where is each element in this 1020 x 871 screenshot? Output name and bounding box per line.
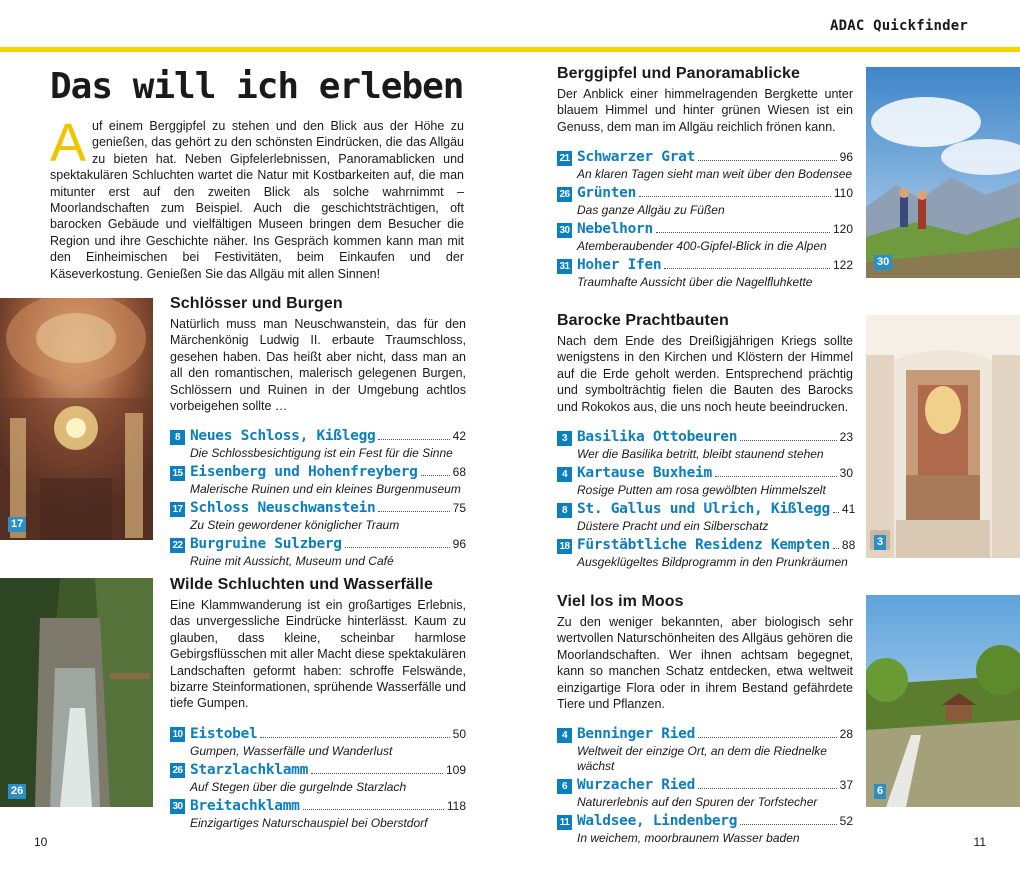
entry-title[interactable]: Basilika Ottobeuren bbox=[577, 429, 738, 446]
section-description: Nach dem Ende des Dreißigjährigen Kriegs sollte wenigstens in den Kirchen und Klöstern der Himmel auf die Erde geholt werden. Entsprechend prächtig und symbolträchtig fielen die Bauten des Barocks und Rokokos aus, die uns noch heute beeindrucken. bbox=[557, 334, 853, 414]
baroque-church-photo bbox=[866, 315, 1020, 558]
entry-page: 122 bbox=[832, 258, 853, 273]
leader-dots bbox=[740, 824, 836, 825]
entry-subtitle: Auf Stegen über die gurgelnde Starzlach bbox=[190, 779, 407, 794]
entry-waldsee[interactable] bbox=[557, 813, 853, 846]
entry-gruenten[interactable] bbox=[557, 185, 853, 218]
leader-dots bbox=[303, 809, 444, 810]
entry-number: 30 bbox=[170, 799, 185, 814]
entry-benninger-ried[interactable] bbox=[557, 726, 853, 774]
entry-number: 31 bbox=[557, 259, 572, 274]
entry-page: 30 bbox=[839, 466, 853, 481]
entry-title[interactable]: Benninger Ried bbox=[577, 726, 696, 743]
section-description: Eine Klammwanderung ist ein großartiges Erlebnis, das unvergessliche Eindrücke hinterlässt. Kaum zu glauben, dass kleine, scheinbar harmlose Gebirgsflüsschen mit aller Macht diese spektakulären Landschaften geformt haben: schroffe Felswände, bizarre Steinformationen, sprühende Wasserfälle und tiefe Gumpen. bbox=[170, 598, 466, 711]
entry-eisenberg[interactable] bbox=[170, 464, 466, 497]
entry-number: 17 bbox=[170, 502, 185, 517]
photo-number-badge: 17 bbox=[8, 517, 26, 532]
leader-dots bbox=[698, 160, 837, 161]
section-title: Wilde Schluchten und Wasserfälle bbox=[170, 576, 433, 593]
entry-subtitle: Düstere Pracht und ein Silberschatz bbox=[577, 519, 769, 534]
entry-subtitle: Atemberaubender 400-Gipfel-Blick in die Alpen bbox=[577, 239, 827, 254]
entry-hoher-ifen[interactable] bbox=[557, 257, 853, 290]
entry-subtitle: In weichem, moorbraunem Wasser baden bbox=[577, 831, 800, 846]
yellow-rule bbox=[0, 47, 1020, 52]
entry-page: 110 bbox=[833, 186, 853, 201]
entry-schwarzer-grat[interactable] bbox=[557, 149, 853, 182]
entry-number: 8 bbox=[170, 430, 185, 445]
leader-dots bbox=[698, 788, 837, 789]
entry-title[interactable]: Eisenberg und Hohenfreyberg bbox=[190, 464, 418, 481]
page-title: Das will ich erleben bbox=[50, 66, 464, 107]
entry-title[interactable]: Breitachklamm bbox=[190, 797, 300, 814]
entry-title[interactable]: Eistobel bbox=[190, 725, 258, 742]
intro-paragraph bbox=[50, 113, 464, 282]
entry-nebelhorn[interactable] bbox=[557, 221, 853, 254]
entry-neuschwanstein[interactable] bbox=[170, 500, 466, 533]
entry-page: 118 bbox=[446, 798, 466, 813]
section-schluchten bbox=[170, 576, 466, 834]
page-number-left: 10 bbox=[34, 835, 48, 849]
section-description: Der Anblick einer himmelragenden Bergkette unter blauem Himmel und hinter grünen Wiesen ist ein Genuss, dem man im Allgäu reichlich frönen kann. bbox=[557, 87, 853, 134]
entry-title[interactable]: Schwarzer Grat bbox=[577, 149, 696, 166]
entry-number: 26 bbox=[170, 763, 185, 778]
entry-page: 88 bbox=[841, 538, 856, 553]
entry-number: 10 bbox=[170, 727, 185, 742]
section-description: Zu den weniger bekannten, aber biologisch sehr wertvollen Naturschönheiten des Allgäus gehören die Moorlandschaften. Wer ihnen achtsam begegnet, kann so manchen Schatz entdecken, etwa weltweit einzigartige Flora oder in ihrem Bestand gefährdete Tiere und Pflanzen. bbox=[557, 615, 853, 712]
entry-title[interactable]: Starzlachklamm bbox=[190, 761, 309, 778]
entry-number: 3 bbox=[557, 431, 572, 446]
entry-subtitle: Malerische Ruinen und ein kleines Burgenmuseum bbox=[190, 482, 461, 497]
leader-dots bbox=[740, 440, 836, 441]
entry-page: 96 bbox=[452, 537, 466, 552]
entry-title[interactable]: Nebelhorn bbox=[577, 221, 653, 238]
leader-dots bbox=[378, 511, 449, 512]
entry-subtitle: Das ganze Allgäu zu Füßen bbox=[577, 203, 725, 218]
section-title: Berggipfel und Panoramablicke bbox=[557, 65, 800, 82]
section-berggipfel bbox=[557, 65, 853, 293]
entry-subtitle: Traumhafte Aussicht über die Nagelfluhkette bbox=[577, 275, 813, 290]
entry-page: 23 bbox=[839, 430, 853, 445]
entry-subtitle: Ruine mit Aussicht, Museum und Café bbox=[190, 554, 394, 569]
entry-page: 109 bbox=[445, 762, 466, 777]
header-label: ADAC Quickfinder bbox=[829, 18, 968, 34]
leader-dots bbox=[639, 196, 831, 197]
entry-subtitle: Rosige Putten am rosa gewölbten Himmelszelt bbox=[577, 483, 826, 498]
entry-subtitle: Die Schlossbesichtigung ist ein Fest für die Sinne bbox=[190, 446, 453, 461]
section-description: Natürlich muss man Neuschwanstein, das für den Märchenkönig Ludwig II. erbaute Traumschloss, gesehen haben. Das heißt aber nicht, dass man an all den romantischen, malerisch gelegenen Burgen, Schlössern und Ruinen in der Umgebung achtlos vorbeigehen sollte … bbox=[170, 317, 466, 414]
entry-number: 22 bbox=[170, 538, 185, 553]
entry-ottobeuren[interactable] bbox=[557, 429, 853, 462]
entry-page: 75 bbox=[452, 501, 466, 516]
entry-page: 120 bbox=[832, 222, 853, 237]
dropcap: A bbox=[50, 113, 87, 173]
entry-title[interactable]: Grünten bbox=[577, 185, 637, 202]
entry-number: 18 bbox=[557, 539, 572, 554]
entry-number: 15 bbox=[170, 466, 185, 481]
section-title: Barocke Prachtbauten bbox=[557, 312, 729, 329]
moor-photo bbox=[866, 595, 1020, 807]
entry-number: 4 bbox=[557, 728, 572, 743]
entry-number: 4 bbox=[557, 467, 572, 482]
section-title: Schlösser und Burgen bbox=[170, 295, 343, 312]
page-number-right: 11 bbox=[973, 835, 986, 849]
section-title: Viel los im Moos bbox=[557, 593, 684, 610]
entry-subtitle: Wer die Basilika betritt, bleibt staunend stehen bbox=[577, 447, 824, 462]
entry-page: 52 bbox=[839, 814, 853, 829]
entry-page: 41 bbox=[841, 502, 856, 517]
entry-starzlachklamm[interactable] bbox=[170, 762, 466, 795]
entry-title[interactable]: Hoher Ifen bbox=[577, 257, 662, 274]
entry-eistobel[interactable] bbox=[170, 726, 466, 759]
entry-subtitle: Zu Stein gewordener königlicher Traum bbox=[190, 518, 400, 533]
leader-dots bbox=[421, 475, 450, 476]
intro-text: uf einem Berggipfel zu stehen und den Blick aus der Höhe zu genießen, das gehört zu den schönsten Eindrücken, die das Allgäu zu bieten hat. Neben Gipfelerlebnissen, Panoramablicken und spektakulären Schluchten wartet die Natur mit Kostbarkeiten auf, die man mitunter erst auf den zweiten Blick als solche wahrnimmt – Moorlandschaften zum Beispiel. Auch die geschichtsträchtigen, oft barocken Gebäude und vielfältigen Museen bringen dem Besucher die Region und ihre Geschichte näher. Ins Gespräch kommen kann man mit den Einheimischen bei Festivitäten, beim Einkaufen und der Käseverkostung. Genießen Sie das Allgäu mit allen Sinnen! bbox=[50, 119, 464, 281]
entry-st-gallus[interactable] bbox=[557, 501, 856, 534]
entry-page: 37 bbox=[839, 778, 853, 793]
entry-wurzacher-ried[interactable] bbox=[557, 777, 853, 810]
entry-residenz-kempten[interactable] bbox=[557, 537, 856, 570]
photo-number-badge: 3 bbox=[874, 535, 886, 550]
entry-title[interactable]: Wurzacher Ried bbox=[577, 777, 696, 794]
section-barock bbox=[557, 312, 856, 573]
entry-buxheim[interactable] bbox=[557, 465, 853, 498]
leader-dots bbox=[698, 737, 837, 738]
entry-page: 28 bbox=[839, 727, 853, 742]
entry-number: 8 bbox=[557, 503, 572, 518]
leader-dots bbox=[715, 476, 837, 477]
castle-interior-photo bbox=[0, 298, 153, 540]
entry-subtitle: Gumpen, Wasserfälle und Wanderlust bbox=[190, 743, 393, 758]
entry-page: 68 bbox=[452, 465, 466, 480]
entry-title[interactable]: St. Gallus und Ulrich, Kißlegg bbox=[577, 501, 830, 518]
photo-number-badge: 30 bbox=[874, 255, 892, 270]
gorge-photo bbox=[0, 578, 153, 807]
photo-number-badge: 6 bbox=[874, 784, 886, 799]
entry-sulzberg[interactable] bbox=[170, 536, 466, 569]
leader-dots bbox=[260, 737, 449, 738]
entry-neues-schloss[interactable] bbox=[170, 428, 466, 461]
entry-subtitle: Naturerlebnis auf den Spuren der Torfstecher bbox=[577, 795, 818, 810]
entry-title[interactable]: Burgruine Sulzberg bbox=[190, 536, 342, 553]
entry-page: 96 bbox=[839, 150, 853, 165]
entry-title[interactable]: Waldsee, Lindenberg bbox=[577, 813, 738, 830]
entry-page: 42 bbox=[452, 429, 466, 444]
entry-subtitle: An klaren Tagen sieht man weit über den Bodensee bbox=[577, 167, 853, 182]
photo-number-badge: 26 bbox=[8, 784, 26, 799]
leader-dots bbox=[656, 232, 830, 233]
entry-page: 50 bbox=[452, 726, 466, 741]
entry-breitachklamm[interactable] bbox=[170, 798, 466, 831]
leader-dots bbox=[664, 268, 830, 269]
entry-number: 26 bbox=[557, 187, 572, 202]
entry-number: 6 bbox=[557, 779, 572, 794]
entry-number: 11 bbox=[557, 815, 572, 830]
entry-number: 21 bbox=[557, 151, 572, 166]
entry-subtitle: Einzigartiges Naturschauspiel bei Oberstdorf bbox=[190, 815, 428, 830]
leader-dots bbox=[345, 547, 450, 548]
entry-title[interactable]: Schloss Neuschwanstein bbox=[190, 500, 376, 517]
entry-number: 30 bbox=[557, 223, 572, 238]
leader-dots bbox=[378, 439, 449, 440]
entry-subtitle: Ausgeklügeltes Bildprogramm in den Prunkräumen bbox=[577, 555, 848, 570]
entry-title[interactable]: Fürstäbtliche Residenz Kempten bbox=[577, 537, 830, 554]
section-schloesser bbox=[170, 295, 466, 572]
leader-dots bbox=[311, 773, 443, 774]
entry-subtitle: Weltweit der einzige Ort, an dem die Riednelke wächst bbox=[577, 744, 827, 774]
section-moos bbox=[557, 593, 853, 849]
leader-dots bbox=[833, 512, 839, 513]
entry-title[interactable]: Neues Schloss, Kißlegg bbox=[190, 428, 376, 445]
entry-title[interactable]: Kartause Buxheim bbox=[577, 465, 712, 482]
leader-dots bbox=[833, 548, 839, 549]
mountain-hikers-photo bbox=[866, 67, 1020, 278]
